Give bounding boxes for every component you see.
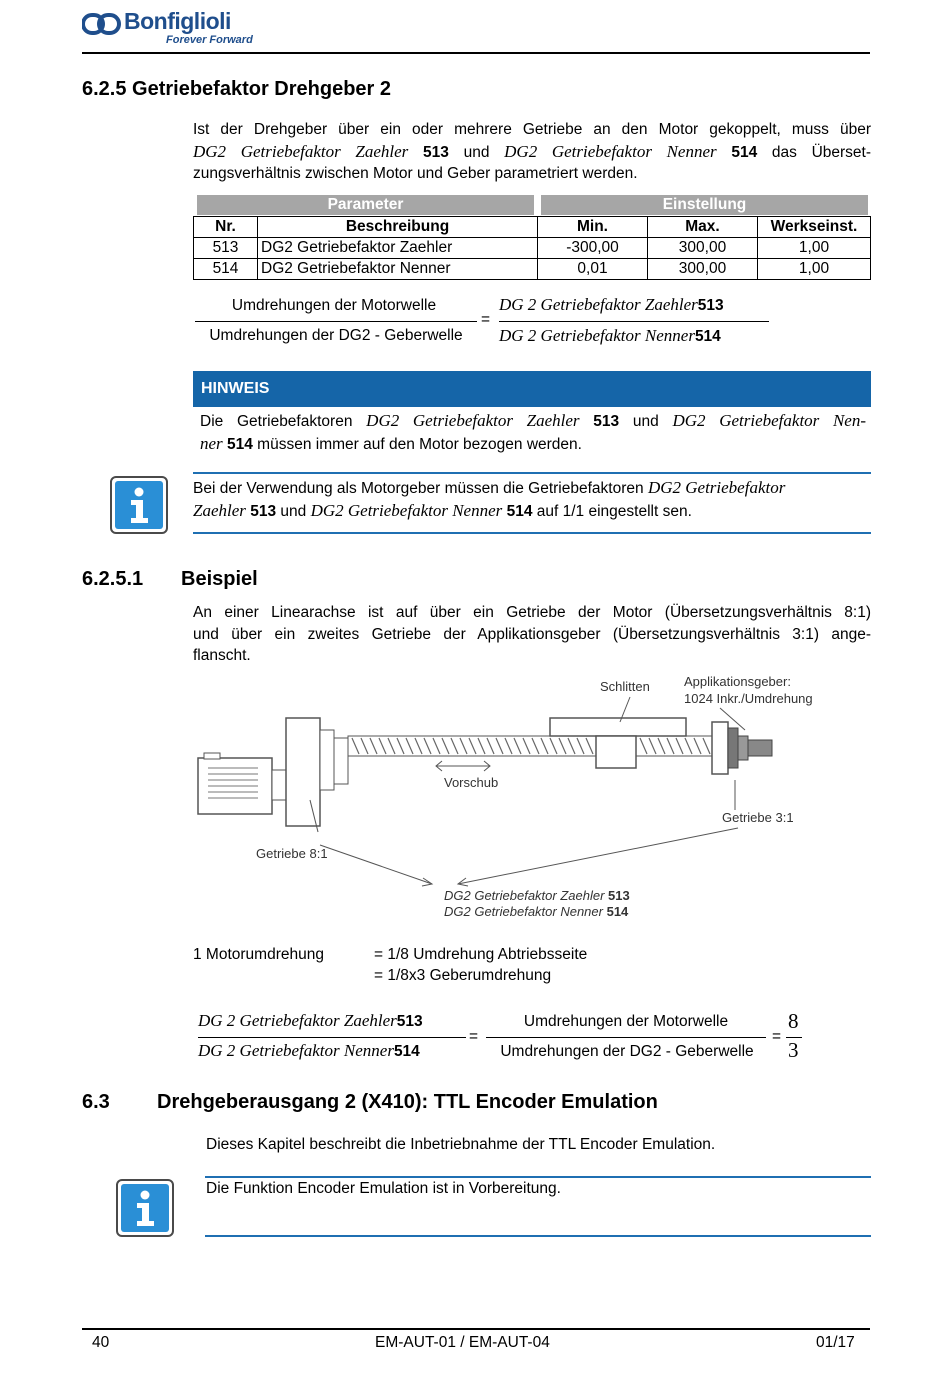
col-header: Nr. [194,217,258,238]
param-ref: DG 2 Getriebefaktor Nenner [499,326,695,345]
table-cell: 300,00 [648,238,758,259]
brand-tagline: Forever Forward [166,34,253,46]
motor-drawing [198,753,286,814]
param-number: 513 [250,502,277,520]
formula-lhs-numerator [198,1011,423,1031]
lead-screw-drawing [348,736,719,756]
section-heading: 6.2.5 Getriebefaktor Drehgeber 2 [82,78,392,100]
col-header: Beschreibung [258,217,538,238]
equals-sign: = [469,1028,479,1045]
fraction-line [499,321,769,322]
intro-paragraph [193,119,871,185]
group-label: Einstellung [662,196,747,213]
info-rule-bottom [205,1235,871,1237]
parameter-table [193,216,871,280]
section-number-63: 6.3 [82,1091,110,1113]
info-rule-top [205,1176,871,1178]
intro-text: und [463,143,490,161]
label-param-nenner: DG2 Getriebefaktor Nenner [444,904,603,919]
label-param-zaehler: DG2 Getriebefaktor Zaehler [444,888,605,903]
info-icon [116,1179,174,1237]
param-ref: Zaehler [193,500,246,520]
equals-sign: = [772,1028,782,1045]
intro-text: Ist der Drehgeber über ein oder mehrere Getriebe an den Motor gekoppelt, muss über [193,121,871,138]
param-number: 514 [506,502,533,520]
table-cell: 514 [194,259,258,280]
info-icon [110,476,168,534]
motor-revolution-line-2: = 1/8x3 Geberumdrehung [374,967,552,984]
hinweis-bar [193,371,871,407]
label-param-zaehler-number: 513 [608,888,630,903]
label-param-nenner-number: 514 [606,904,629,919]
footer-rule [82,1328,870,1330]
equals-sign: = [481,311,491,328]
example-line: und über ein zweites Getriebe der Applikationsgeber (Übersetzungsverhältnis 3:1) ange- [193,625,871,643]
table-cell: DG2 Getriebefaktor Nenner [258,259,538,280]
example-line: flanscht. [193,647,251,664]
section-63-paragraph: Dieses Kapitel beschreibt die Inbetriebnahme der TTL Encoder Emulation. [206,1136,716,1153]
hinweis-title: HINWEIS [201,380,270,397]
table-cell: DG2 Getriebefaktor Zaehler [258,238,538,259]
linear-axis-diagram [190,670,830,925]
fraction-line [195,321,477,322]
fraction-line [486,1037,766,1038]
note-text: und [280,502,307,520]
footer-document-id: EM-AUT-01 / EM-AUT-04 [375,1334,550,1351]
gearbox-8-1-drawing [286,718,348,826]
param-ref: DG 2 Getriebefaktor Zaehler [198,1011,397,1030]
formula-lhs-denominator: Umdrehungen der DG2 - Geberwelle [209,327,463,344]
hinweis-text-part: müssen immer auf den Motor bezogen werden. [257,435,582,453]
table-header-row [194,217,871,238]
label-vorschub: Vorschub [444,775,499,790]
formula-rhs-denominator [499,326,721,346]
info-note-63: Die Funktion Encoder Emulation ist in Vorbereitung. [206,1180,561,1197]
subsection-title: Beispiel [181,568,258,590]
info-note-text [193,477,865,522]
brand-name: Bonfiglioli [124,8,231,34]
param-ref: DG2 Getriebefaktor Nen- [672,411,866,430]
footer-date: 01/17 [816,1334,855,1351]
formula-2 [198,1010,818,1066]
bonfiglioli-logo-icon [82,12,122,36]
col-header: Werkseinst. [758,217,871,238]
gearbox-3-1-drawing [712,722,772,774]
param-table-group-setting [541,195,868,215]
hinweis-text-part: Die Getriebefaktoren [200,413,353,430]
param-number: 513 [593,413,620,430]
col-header: Max. [648,217,758,238]
param-table-group-parameter [197,195,534,215]
formula-rhs-numerator [499,295,724,315]
formula-lhs-numerator: Umdrehungen der Motorwelle [231,297,437,314]
table-row [194,238,871,259]
motor-revolution-label: 1 Motorumdrehung [193,946,324,963]
param-number: 514 [226,435,253,453]
param-number: 514 [393,1043,420,1060]
footer-page-number: 40 [92,1334,110,1351]
header-rule [82,52,870,54]
param-ref: DG 2 Getriebefaktor Nenner [198,1041,394,1060]
note-text: auf 1/1 eingestellt sen. [536,502,692,520]
example-paragraph [193,602,871,667]
formula-mid-numerator: Umdrehungen der Motorwelle [523,1013,729,1030]
table-row [194,259,871,280]
formula-mid-denominator: Umdrehungen der DG2 - Geberwelle [500,1043,754,1060]
table-cell: 0,01 [538,259,648,280]
label-applikationsgeber-resolution: 1024 Inkr./Umdrehung [684,691,813,706]
table-cell: 513 [194,238,258,259]
param-ref: DG2 Getriebefaktor Nenner [504,141,717,161]
group-label: Parameter [327,196,404,213]
col-header: Min. [538,217,648,238]
formula-lhs-denominator [198,1041,420,1061]
ratio-denominator: 3 [788,1038,799,1062]
label-getriebe-8-1: Getriebe 8:1 [256,846,328,861]
svg-text:DG2 Getriebefaktor Zaehler 513 [444,888,630,903]
param-ref: DG2 Getriebefaktor Nenner [310,500,503,520]
example-line: An einer Linearachse ist auf über ein Getriebe der Motor (Übersetzungsverhältnis 8:1) [193,604,871,621]
svg-text:DG2 Getriebefaktor Nenner 514 [444,904,629,919]
table-cell: -300,00 [538,238,648,259]
label-schlitten: Schlitten [600,679,650,694]
info-rule-bottom [193,532,871,534]
table-cell: 300,00 [648,259,758,280]
hinweis-text-part: und [632,413,659,430]
intro-text: zungsverhältnis zwischen Motor und Geber parametriert werden. [193,165,638,182]
section-title-63: Drehgeberausgang 2 (X410): TTL Encoder Emulation [157,1091,658,1113]
label-getriebe-3-1: Getriebe 3:1 [722,810,794,825]
param-ref: ner [200,433,223,453]
label-applikationsgeber: Applikationsgeber: [684,674,791,689]
hinweis-text [200,410,866,455]
formula-1 [193,295,793,351]
motor-revolution-line-1: = 1/8 Umdrehung Abtriebsseite [374,946,588,963]
note-text: Bei der Verwendung als Motorgeber müssen die Getriebefaktoren [193,480,644,497]
param-number: 513 [396,1013,423,1030]
table-cell: 1,00 [758,238,871,259]
ratio-numerator: 8 [788,1009,799,1033]
fraction-line [198,1037,466,1038]
param-number: 513 [423,143,449,161]
param-number: 514 [731,143,758,161]
intro-text: das Überset- [771,143,872,161]
param-ref: DG2 Getriebefaktor [647,478,786,497]
param-number: 514 [694,328,721,345]
param-ref: DG 2 Getriebefaktor Zaehler [499,295,698,314]
param-number: 513 [697,297,724,314]
table-cell: 1,00 [758,259,871,280]
param-ref: DG2 Getriebefaktor Zaehler [366,411,580,430]
brand-logo [82,8,262,48]
subsection-number: 6.2.5.1 [82,568,144,590]
info-rule-top [193,472,871,474]
param-ref: DG2 Getriebefaktor Zaehler [193,141,409,161]
